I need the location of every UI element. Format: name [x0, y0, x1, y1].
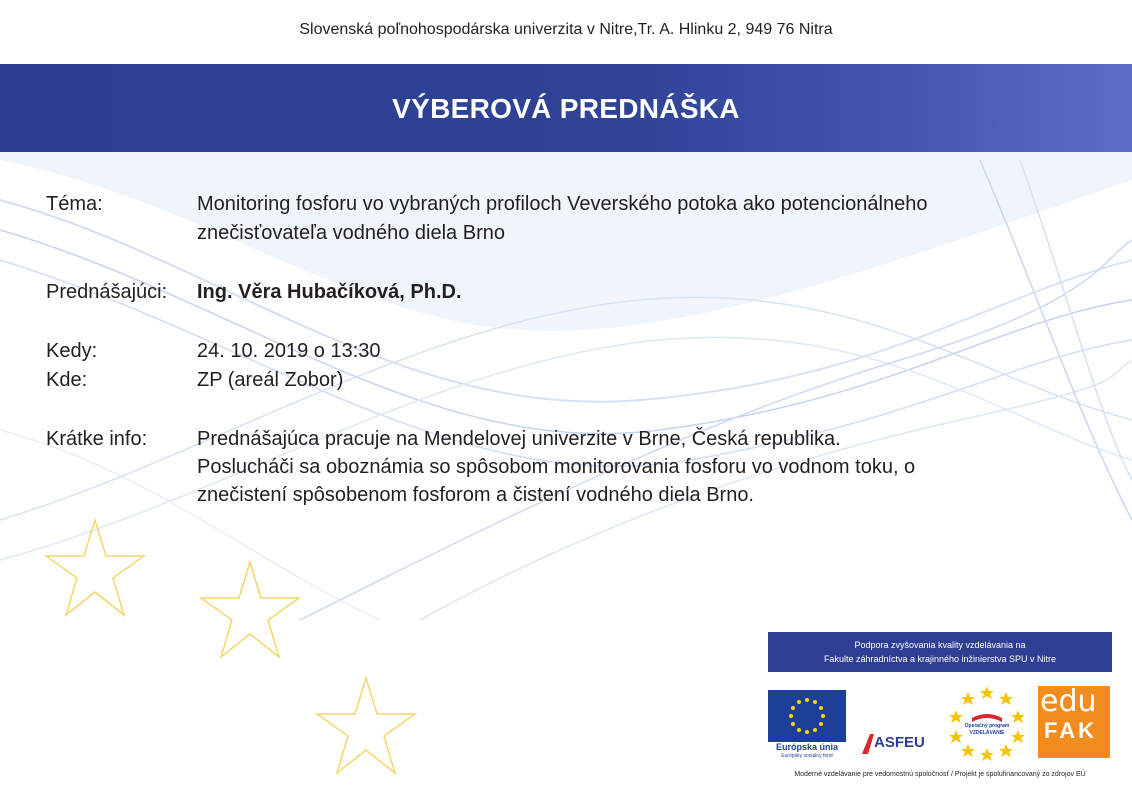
- op-label-2: VZDELÁVANIE: [969, 730, 1005, 736]
- star-decoration-2: [201, 562, 299, 657]
- info-line-1: Prednášajúca pracuje na Mendelovej univerzite v Brne, Česká republika.: [197, 428, 841, 450]
- sponsor-logos: [768, 632, 1112, 792]
- project-line-2: Fakulte záhradníctva a krajinného inžinierstva SPU v Nitre: [823, 654, 1057, 664]
- info-label: Krátke info:: [46, 428, 148, 450]
- edu-label: edu: [1040, 684, 1097, 719]
- lecturer-label: Prednášajúci:: [46, 281, 168, 303]
- where-value: ZP (areál Zobor): [197, 369, 344, 391]
- lecturer-name: Ing. Věra Hubačíková, Ph.D.: [197, 281, 462, 303]
- fak-label: FAK: [1044, 718, 1097, 743]
- info-line-2: Poslucháči sa oboznámia so spôsobom monitorovania fosforu vo vodnom toku, o: [197, 456, 916, 478]
- op-label-1: Operačný program: [964, 723, 1010, 729]
- page-title: VÝBEROVÁ PREDNÁŠKA: [392, 93, 740, 124]
- eu-sub-label: Európsky sociálny fond: [781, 753, 833, 759]
- when-label: Kedy:: [46, 340, 98, 362]
- eu-flag-logo: [768, 690, 846, 742]
- university-address: Slovenská poľnohospodárska univerzita v Nitre,Tr. A. Hlinku 2, 949 76 Nitra: [299, 21, 833, 38]
- star-decoration-1: [46, 520, 144, 615]
- eu-stars-icon: [768, 690, 846, 742]
- topic-label: Téma:: [46, 193, 103, 215]
- topic-line-1: Monitoring fosforu vo vybraných profiloch Veverského potoka ako potencionálneho: [197, 193, 928, 215]
- title-banner: [0, 64, 1132, 152]
- where-label: Kde:: [46, 369, 88, 391]
- eu-label: Európska únia: [775, 742, 838, 752]
- project-box: [768, 632, 1112, 672]
- footer-note: Moderné vzdelávanie pre vedomostnú spoločnosť / Projekt je spolufinancovaný zo zdrojov EÚ: [794, 771, 1086, 778]
- asfeu-label: ASFEU: [874, 734, 925, 751]
- star-decoration-3: [317, 678, 415, 773]
- topic-line-2: znečisťovateľa vodného diela Brno: [197, 222, 505, 244]
- when-value: 24. 10. 2019 o 13:30: [197, 340, 381, 362]
- info-line-3: znečistení spôsobenom fosforom a čistení vodného diela Brno.: [197, 484, 754, 506]
- project-line-1: Podpora zvyšovania kvality vzdelávania na: [854, 640, 1026, 650]
